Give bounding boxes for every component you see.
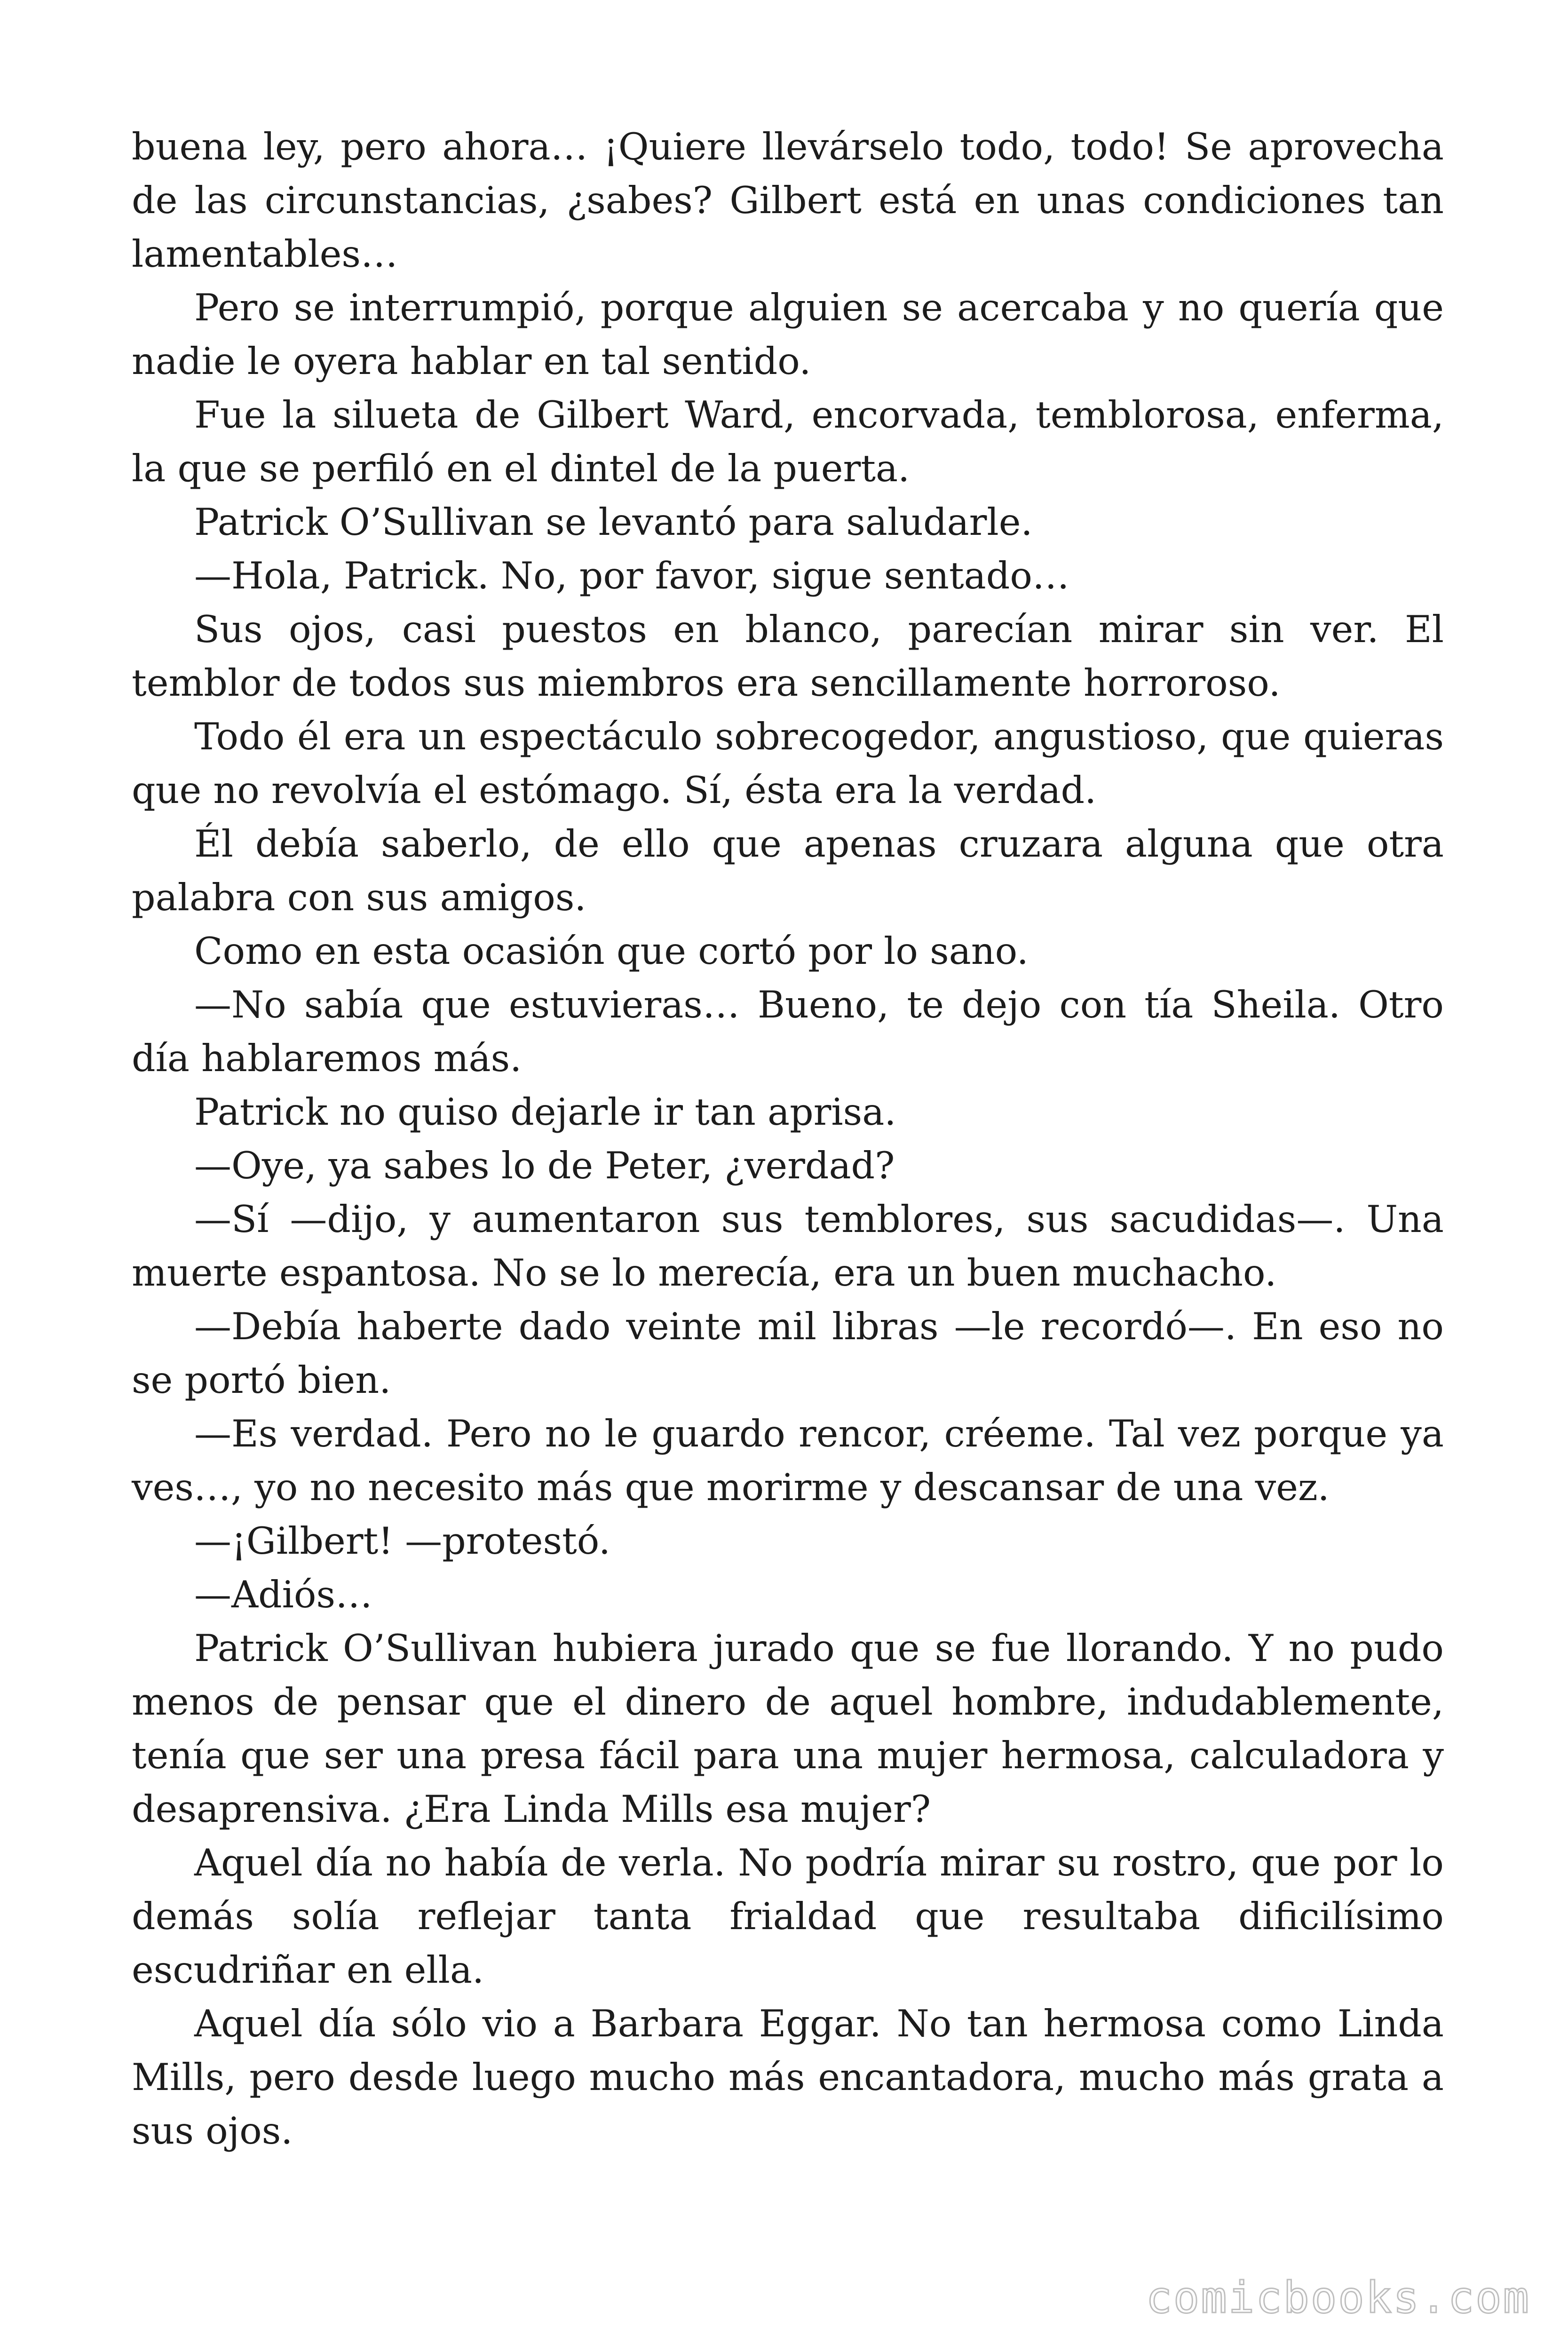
dialogue-line: —Debía haberte dado veinte mil libras —le recordó—. En eso no se portó bien. (132, 1305, 1444, 1402)
paragraph: Aquel día no había de verla. No podría mirar su rostro, que por lo demás solía reflejar tanta frialdad que resultaba dificilísimo escudriñar en ella. (132, 1841, 1444, 1992)
paragraph: Pero se interrumpió, porque alguien se acercaba y no quería que nadie le oyera hablar en tal sentido. (132, 286, 1444, 383)
dialogue-line: —¡Gilbert! —protestó. (194, 1519, 611, 1563)
paragraph: Aquel día sólo vio a Barbara Eggar. No tan hermosa como Linda Mills, pero desde luego mucho más encantadora, mucho más grata a sus ojos. (132, 2002, 1444, 2153)
page-body (132, 120, 1444, 2158)
paragraph: Sus ojos, casi puestos en blanco, parecían mirar sin ver. El temblor de todos sus miembros era sencillamente horroroso. (132, 608, 1444, 705)
dialogue-line: —Adiós… (194, 1573, 372, 1616)
paragraph: Todo él era un espectáculo sobrecogedor, angustioso, que quieras que no revolvía el estómago. Sí, ésta era la verdad. (132, 715, 1444, 812)
paragraph: Fue la silueta de Gilbert Ward, encorvada, temblorosa, enferma, la que se perfiló en el dintel de la puerta. (132, 393, 1444, 490)
paragraph: Patrick O’Sullivan se levantó para saludarle. (194, 501, 1033, 544)
dialogue-line: —Sí —dijo, y aumentaron sus temblores, sus sacudidas—. Una muerte espantosa. No se lo merecía, era un buen muchacho. (132, 1198, 1444, 1295)
dialogue-line: —No sabía que estuvieras… Bueno, te dejo con tía Sheila. Otro día hablaremos más. (132, 983, 1444, 1080)
paragraph: Patrick O’Sullivan hubiera jurado que se fue llorando. Y no pudo menos de pensar que el dinero de aquel hombre, indudablemente, tenía que ser una presa fácil para una mujer hermosa, calculadora y desaprensiva. ¿Era Linda Mills esa mujer? (132, 1627, 1444, 1831)
paragraph: Patrick no quiso dejarle ir tan aprisa. (194, 1090, 896, 1134)
paragraph: Él debía saberlo, de ello que apenas cruzara alguna que otra palabra con sus amigos. (132, 822, 1444, 919)
paragraph-continuation: buena ley, pero ahora… ¡Quiere llevárselo todo, todo! Se aprovecha de las circunstancias, ¿sabes? Gilbert está en unas condiciones tan lamentables… (132, 125, 1444, 276)
watermark: comicbooks.com (1146, 2273, 1530, 2323)
dialogue-line: —Oye, ya sabes lo de Peter, ¿verdad? (194, 1144, 895, 1187)
paragraph: Como en esta ocasión que cortó por lo sano. (194, 930, 1029, 973)
dialogue-line: —Hola, Patrick. No, por favor, sigue sentado… (194, 554, 1069, 597)
dialogue-line: —Es verdad. Pero no le guardo rencor, créeme. Tal vez porque ya ves…, yo no necesito más que morirme y descansar de una vez. (132, 1412, 1444, 1509)
